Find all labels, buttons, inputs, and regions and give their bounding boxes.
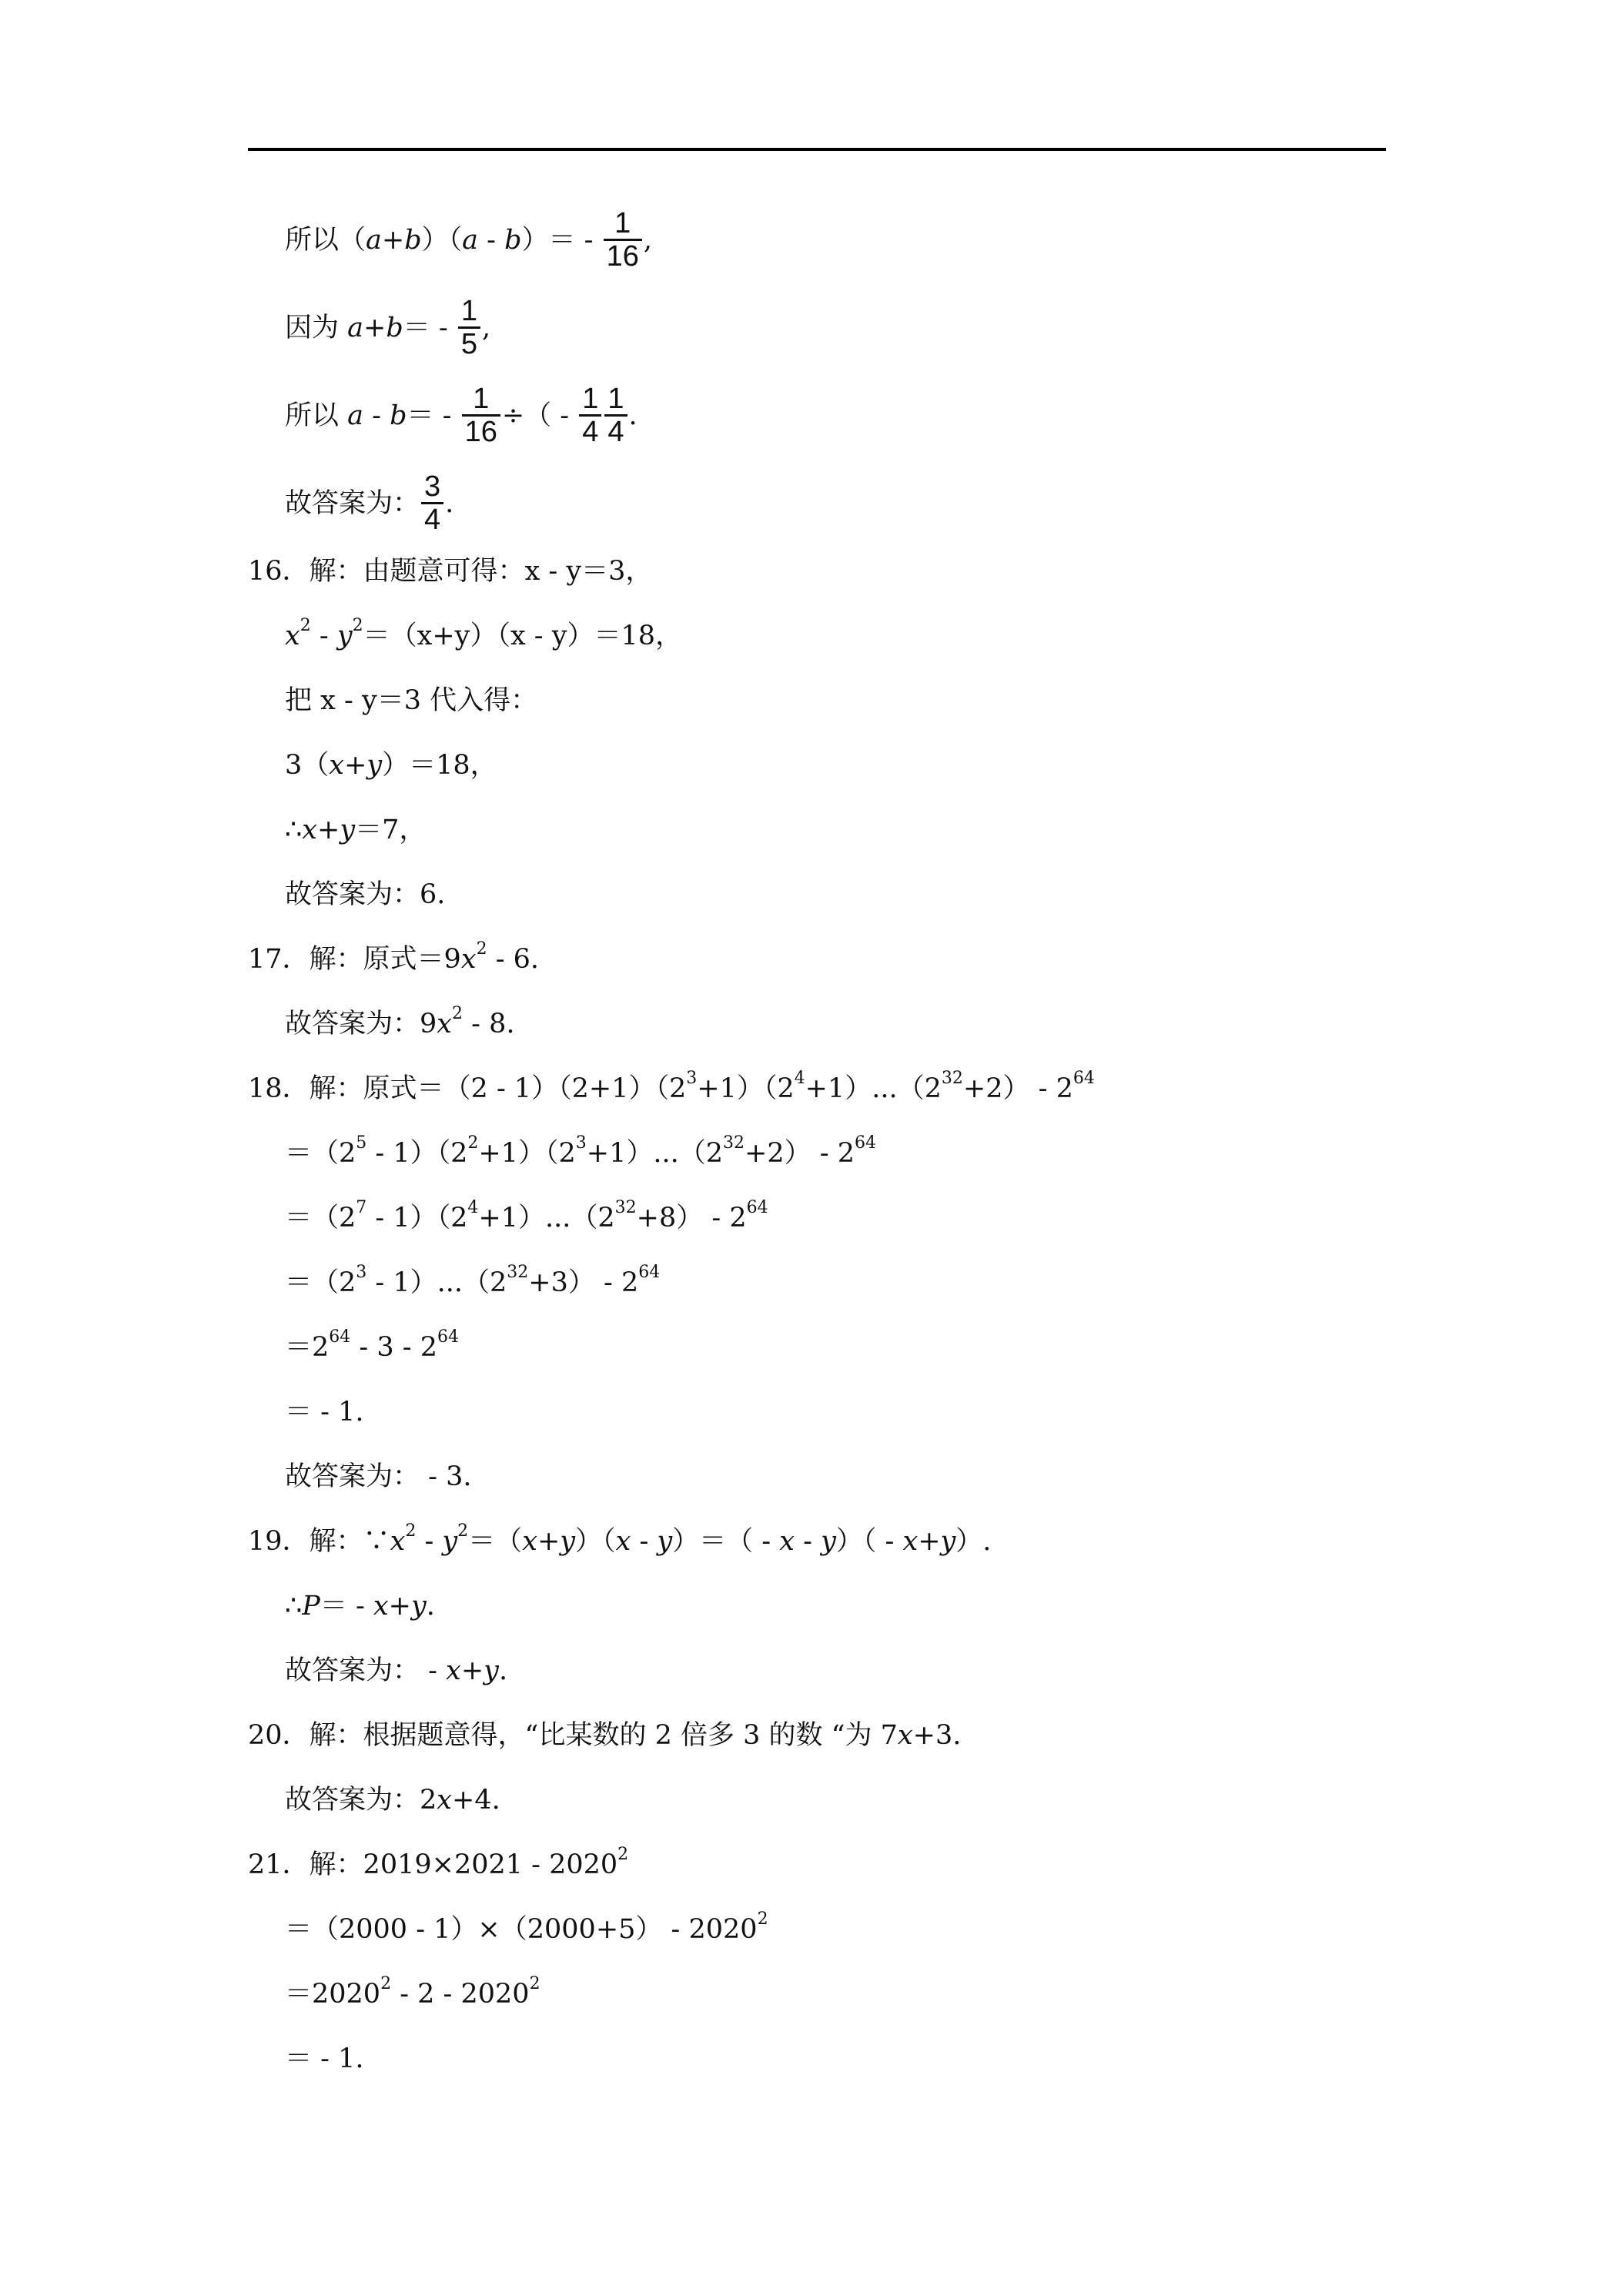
q18-line-6: ＝ - 1.	[285, 1397, 364, 1427]
q18-line-4: $=(2^3 - 1)...(2^{32}+3) - 2^{64}$	[285, 1263, 661, 1298]
q18-line-5: $=2^{64} - 3 - 2^{64}$	[285, 1327, 459, 1363]
q19-line-3: 故答案为： - x+y.	[285, 1655, 508, 1686]
q18-line-2: $=(2^5 - 1)(2^2+1)(2^3+1)...(2^{32}+2) - 2^{64}$	[285, 1133, 876, 1169]
q21-line-2: ＝（2000 - 1）×（2000+5） - 2020$^2$	[285, 1909, 768, 1945]
question-number: 20．	[248, 1720, 310, 1751]
question-number: 16．	[248, 556, 310, 587]
question-number: 17．	[248, 944, 310, 975]
q20-line-1: 20．解：根据题意得，“比某数的 2 倍多 3 的数 “为 7x+3.	[248, 1720, 962, 1751]
fraction: $\frac{3}{4}$	[421, 471, 443, 535]
q18-line-7: 故答案为： - 3.	[285, 1461, 472, 1492]
question-number: 21．	[248, 1849, 310, 1880]
q16-line-2: $x^2 - y^2=(x+y)(x - y)=18$，	[285, 616, 683, 651]
q15-line-1: 所以（a+b）（a - b）＝ - $\frac{1}{16}$ ,	[285, 207, 652, 273]
q16-line-6: 故答案为：6.	[285, 879, 446, 910]
q15-line-4: 故答案为： $\frac{3}{4}$ .	[285, 470, 454, 536]
fraction: $\frac{1}{4}$	[604, 383, 627, 447]
fraction: $\frac{1}{16}$	[462, 383, 500, 447]
q19-line-1: 19．解：$\because x^2 - y^2=(x+y)(x - y)=( - x - y)( - x+y)$.	[248, 1521, 992, 1557]
q16-line-1: 16．解：由题意可得：x - y＝3，	[248, 556, 653, 587]
q17-line-1: 17．解：原式$=9x^2 - 6$.	[248, 939, 540, 975]
fraction: $\frac{1}{16}$	[604, 208, 642, 272]
q15-line-2: 因为 a+b＝ - $\frac{1}{5}$ ,	[285, 295, 491, 360]
q19-line-2: ∴P＝ - x+y.	[285, 1591, 435, 1622]
q21-line-4: ＝ - 1.	[285, 2043, 364, 2074]
q16-line-4: 3（x+y）＝18，	[285, 750, 497, 781]
fraction: $\frac{1}{5}$	[458, 296, 480, 360]
fraction: $\frac{1}{4}$	[579, 383, 601, 447]
question-number: 19．	[248, 1526, 310, 1557]
q21-line-3: $=2020^2 - 2 - 2020^2$	[285, 1974, 540, 2010]
q20-line-2: 故答案为：2x+4.	[285, 1785, 500, 1816]
question-number: 18．	[248, 1073, 310, 1104]
q16-line-3: 把 x - y＝3 代入得：	[285, 685, 538, 716]
q18-line-1: 18．解：原式$=(2 - 1)(2+1)(2^3+1)(2^4+1)...(2^{32}+2) - 2^{64}$	[248, 1069, 1095, 1104]
header-rule	[248, 148, 1386, 151]
q15-line-3: 所以 a - b＝ - $\frac{1}{16}$ ÷（ - $\frac{1}{4}$ $\frac{1}{4}$ .	[285, 383, 637, 448]
q16-line-5: ∴x+y＝7，	[285, 815, 427, 845]
q18-line-3: $=(2^7 - 1)(2^4+1)...(2^{32}+8) - 2^{64}$	[285, 1198, 768, 1233]
q21-line-1: 21．解：2019×2021 - 2020$^2$	[248, 1845, 629, 1880]
q17-line-2: 故答案为：$9x^2 - 8$.	[285, 1004, 515, 1039]
